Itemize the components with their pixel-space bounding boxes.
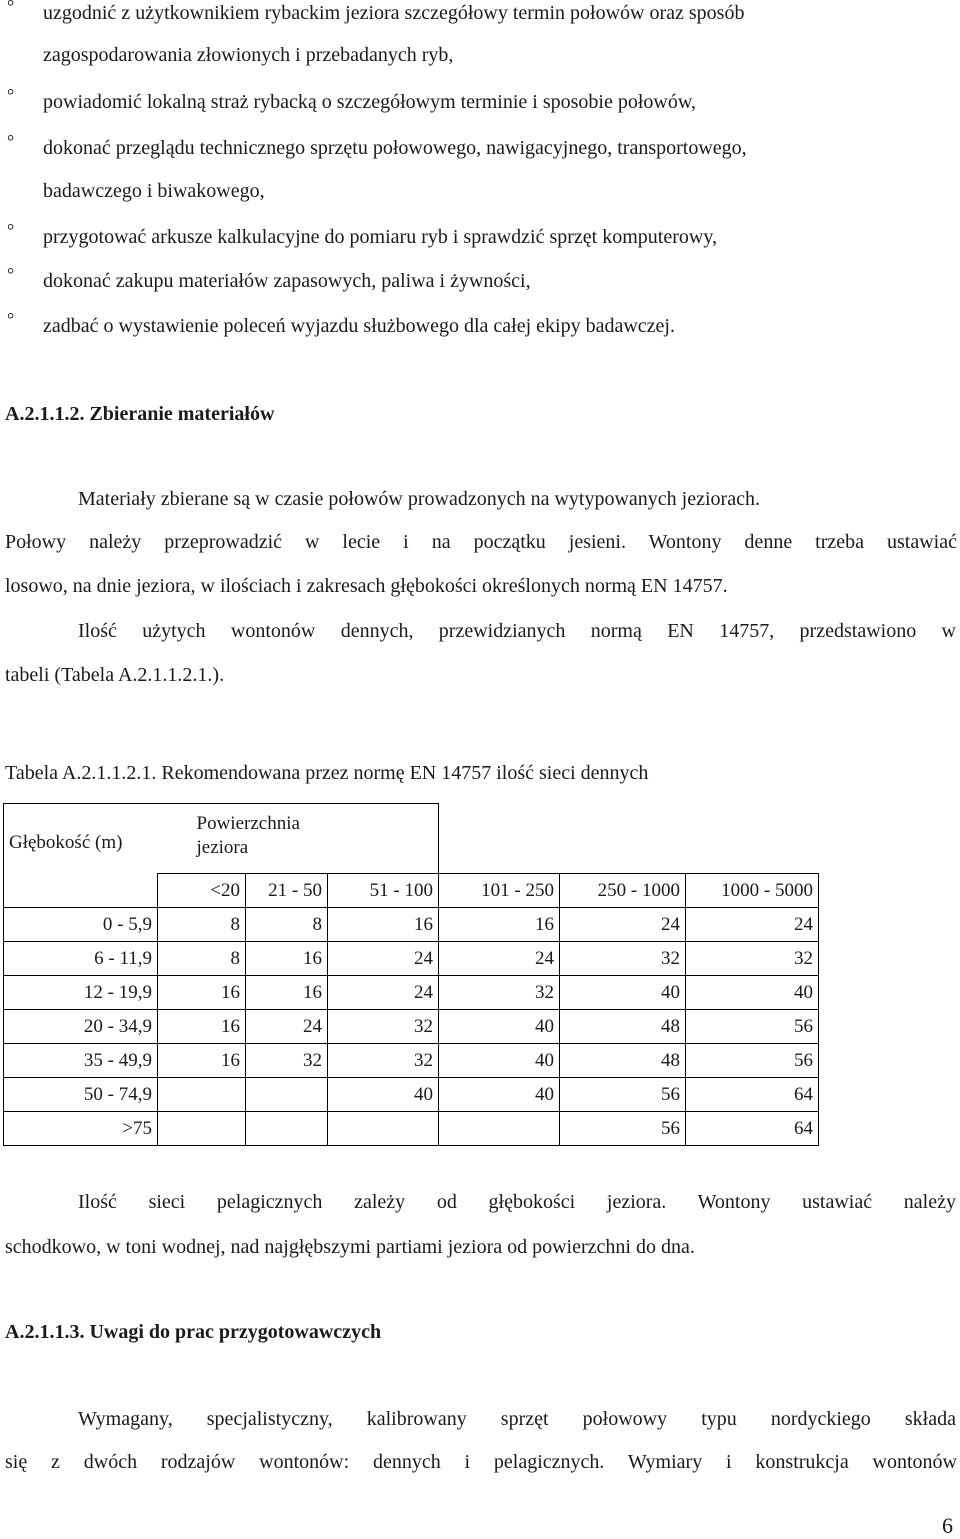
value-cell: 32 [439,976,560,1010]
bullet-icon: ° [7,0,15,16]
paragraph-line: losowo, na dnie jeziora, w ilościach i zakresach głębokości określonych normą EN 14757. [5,575,728,597]
value-cell: 40 [439,1078,560,1112]
empty-header-cell [439,804,819,874]
list-item [0,0,960,44]
value-cell: 48 [560,1044,686,1078]
value-cell: 64 [686,1112,819,1146]
value-cell: 56 [686,1010,819,1044]
value-cell: 56 [560,1112,686,1146]
table-row [4,942,819,976]
list-item-text: zadbać o wystawienie poleceń wyjazdu służbowego dla całej ekipy badawczej. [43,315,675,337]
value-cell: 56 [560,1078,686,1112]
area-column-header: 250 - 1000 [560,874,686,908]
list-item-text: badawczego i biwakowego, [43,180,265,202]
depth-cell: 50 - 74,9 [4,1078,158,1112]
list-item-text: dokonać przeglądu technicznego sprzętu połowowego, nawigacyjnego, transportowego, [43,137,747,159]
list-item-text: przygotować arkusze kalkulacyjne do pomiaru ryb i sprawdzić sprzęt komputerowy, [43,226,718,248]
depth-cell: 6 - 11,9 [4,942,158,976]
value-cell: 56 [686,1044,819,1078]
table-row [4,1112,819,1146]
value-cell: 24 [560,908,686,942]
value-cell: 32 [560,942,686,976]
section-heading: A.2.1.1.2. Zbieranie materiałów [5,403,275,425]
list-item-text: dokonać zakupu materiałów zapasowych, paliwa i żywności, [43,270,531,292]
value-cell: 40 [328,1078,439,1112]
table-caption: Tabela A.2.1.1.2.1. Rekomendowana przez normę EN 14757 ilość sieci dennych [5,762,649,784]
table-row [4,1044,819,1078]
list-item [0,85,960,133]
value-cell: 16 [158,1044,246,1078]
value-cell: 16 [246,976,328,1010]
area-header-line2: jeziora [196,837,249,858]
value-cell [158,1112,246,1146]
table-header-row [4,804,819,874]
value-cell: 16 [158,976,246,1010]
value-cell: 64 [686,1078,819,1112]
area-column-header: 101 - 250 [439,874,560,908]
value-cell: 32 [686,942,819,976]
area-column-header: <20 [158,874,246,908]
value-cell: 8 [158,908,246,942]
bullet-icon: ° [7,220,15,240]
value-cell: 24 [246,1010,328,1044]
table-row [4,908,819,942]
bullet-icon: ° [7,131,15,151]
value-cell: 16 [439,908,560,942]
value-cell: 40 [439,1010,560,1044]
value-cell: 24 [439,942,560,976]
paragraph-line: Materiały zbierane są w czasie połowów prowadzonych na wytypowanych jeziorach. [78,488,760,510]
list-item-text: powiadomić lokalną straż rybacką o szczegółowym terminie i sposobie połowów, [43,91,696,113]
depth-cell: 35 - 49,9 [4,1044,158,1078]
value-cell: 32 [328,1010,439,1044]
value-cell [328,1112,439,1146]
value-cell: 40 [686,976,819,1010]
area-column-header: 51 - 100 [328,874,439,908]
bullet-icon: ° [7,309,15,329]
value-cell: 8 [158,942,246,976]
list-item-continuation [0,178,960,222]
value-cell: 24 [686,908,819,942]
value-cell: 24 [328,976,439,1010]
depth-header-label: Głębokość (m) [9,832,123,853]
value-cell [439,1112,560,1146]
table-row [4,1078,819,1112]
area-header-line1: Powierzchnia [196,813,300,834]
paragraph-line: Ilość użytych wontonów dennych, przewidzianych normą EN 14757, przedstawiono w [78,620,956,642]
value-cell [246,1112,328,1146]
table-row [4,976,819,1010]
depth-header [4,804,158,908]
value-cell: 16 [328,908,439,942]
value-cell [158,1078,246,1112]
value-cell [246,1078,328,1112]
bullet-icon: ° [7,264,15,284]
page-number: 6 [942,1513,953,1538]
value-cell: 8 [246,908,328,942]
table-row [4,1010,819,1044]
depth-cell: 0 - 5,9 [4,908,158,942]
depth-cell: >75 [4,1112,158,1146]
list-item [0,309,960,357]
list-item [0,220,960,268]
area-header [158,804,439,874]
paragraph-line: Wymagany, specjalistyczny, kalibrowany sprzęt połowowy typu nordyckiego składa [78,1408,956,1430]
section-heading: A.2.1.1.3. Uwagi do prac przygotowawczych [5,1321,382,1343]
list-item [0,264,960,312]
value-cell: 32 [328,1044,439,1078]
value-cell: 48 [560,1010,686,1044]
value-cell: 16 [246,942,328,976]
paragraph-line: Ilość sieci pelagicznych zależy od głębokości jeziora. Wontony ustawiać należy [78,1191,956,1213]
value-cell: 40 [439,1044,560,1078]
list-item-text: zagospodarowania złowionych i przebadanych ryb, [43,44,454,66]
list-item [0,131,960,179]
nets-table [3,803,819,1146]
value-cell: 32 [246,1044,328,1078]
list-item-text: uzgodnić z użytkownikiem rybackim jeziora szczegółowy termin połowów oraz sposób [43,2,745,24]
depth-cell: 20 - 34,9 [4,1010,158,1044]
value-cell: 24 [328,942,439,976]
value-cell: 40 [560,976,686,1010]
paragraph-line: się z dwóch rodzajów wontonów: dennych i pelagicznych. Wymiary i konstrukcja wontonów [5,1451,957,1473]
depth-cell: 12 - 19,9 [4,976,158,1010]
area-column-header: 21 - 50 [246,874,328,908]
paragraph-line: schodkowo, w toni wodnej, nad najgłębszymi partiami jeziora od powierzchni do dna. [5,1236,695,1258]
area-column-header: 1000 - 5000 [686,874,819,908]
bullet-icon: ° [7,85,15,105]
paragraph-line: Połowy należy przeprowadzić w lecie i na początku jesieni. Wontony denne trzeba ustawiać [5,531,957,553]
paragraph-line: tabeli (Tabela A.2.1.1.2.1.). [5,664,225,686]
list-item-continuation [0,42,960,86]
value-cell: 16 [158,1010,246,1044]
